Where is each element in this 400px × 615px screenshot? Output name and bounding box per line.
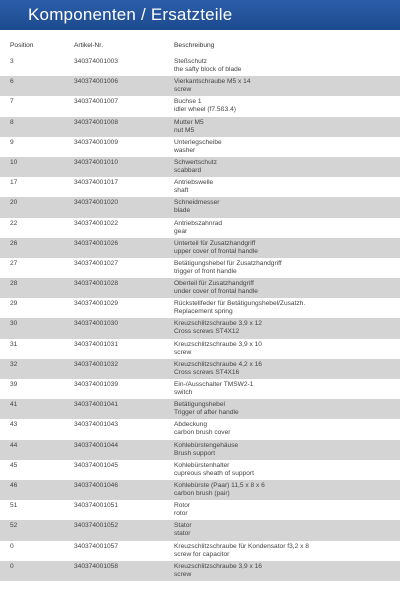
cell-position: 46: [10, 481, 18, 489]
cell-article-number: 340374001039: [74, 381, 119, 388]
cell-article-number: 340374001032: [74, 360, 119, 368]
table-row: [0, 197, 400, 217]
description-english: Cross screws ST4X12: [174, 328, 240, 336]
description-german: Buchse 1: [174, 98, 202, 106]
cell-article-number: 340374001029: [74, 300, 119, 308]
table-row: [0, 218, 400, 238]
description-german: Mutter M5: [174, 118, 204, 126]
cell-description: [174, 139, 400, 155]
description-german: Unterteil für Zusatzhandgriff: [174, 239, 256, 247]
description-english: cupreous sheath of support: [174, 469, 254, 477]
cell-article-number: 340374001030: [74, 320, 119, 328]
description-english: scabbard: [174, 166, 202, 174]
cell-description: [174, 78, 400, 94]
description-english: upper cover of frontal handle: [174, 247, 258, 255]
description-german: Antriebswelle: [174, 179, 214, 187]
page-title: Komponenten / Ersatzteile: [28, 5, 233, 24]
cell-description: [174, 563, 400, 579]
description-english: screw for capacitor: [174, 550, 230, 558]
table-row: [0, 137, 400, 157]
cell-position: 39: [10, 381, 18, 388]
cell-description: [174, 482, 400, 498]
cell-article-number: 340374001057: [74, 542, 119, 550]
cell-article-number: 340374001046: [74, 481, 119, 489]
cell-description: [174, 280, 400, 296]
cell-article-number: 340374001022: [74, 219, 119, 227]
table-row: [0, 541, 400, 561]
table-row: [0, 318, 400, 338]
cell-description: [174, 502, 400, 518]
cell-description: [174, 381, 400, 397]
cell-position: 27: [10, 259, 18, 267]
description-english: rotor: [174, 510, 188, 518]
cell-article-number: 340374001051: [74, 502, 119, 510]
cell-description: [174, 159, 400, 175]
cell-article-number: 340374001031: [74, 340, 119, 348]
description-german: Rotor: [174, 502, 191, 510]
cell-position: 22: [10, 219, 18, 227]
cell-article-number: 340374001026: [74, 239, 119, 247]
cell-description: [174, 462, 400, 478]
description-german: Kreuzschlitzschraube 3,9 x 12: [174, 320, 262, 328]
description-english: gear: [174, 227, 188, 235]
description-english: trigger of front handle: [174, 267, 237, 275]
description-german: Vierkantschraube M5 x 14: [174, 78, 251, 86]
table-row: [0, 96, 400, 116]
cell-description: [174, 58, 400, 74]
description-english: screw: [174, 570, 192, 578]
cell-position: 0: [10, 542, 14, 550]
cell-position: 8: [10, 118, 14, 126]
description-german: Kreuzschlitzschraube 4,2 x 16: [174, 360, 262, 368]
cell-description: [174, 240, 400, 256]
table-row: [0, 117, 400, 137]
table-header-row: [0, 42, 400, 56]
table-row: [0, 298, 400, 318]
table-row: [0, 157, 400, 177]
description-german: Betätigungshebel für Zusatzhandgriff: [174, 259, 282, 267]
description-english: the safty block of blade: [174, 66, 242, 73]
description-english: washer: [174, 146, 196, 154]
cell-description: [174, 543, 400, 559]
cell-position: 17: [10, 179, 18, 187]
description-german: Steßschutz: [174, 58, 207, 65]
cell-description: [174, 98, 400, 114]
table-row: [0, 278, 400, 298]
cell-description: [174, 179, 400, 195]
cell-position: 41: [10, 401, 18, 409]
description-german: Schwertschutz: [174, 158, 217, 166]
cell-article-number: 340374001058: [74, 562, 119, 570]
cell-position: 9: [10, 138, 14, 146]
parts-table: [0, 30, 400, 581]
table-row: [0, 440, 400, 460]
cell-description: [174, 401, 400, 417]
cell-description: [174, 522, 400, 538]
cell-description: [174, 442, 400, 458]
cell-position: 28: [10, 280, 18, 288]
table-row: [0, 339, 400, 359]
cell-description: [174, 220, 400, 236]
cell-article-number: 340374001041: [74, 401, 119, 409]
cell-description: [174, 300, 400, 316]
table-row: [0, 238, 400, 258]
table-row: [0, 56, 400, 76]
description-german: Abdeckung: [174, 421, 207, 429]
cell-position: 26: [10, 239, 18, 247]
table-row: [0, 359, 400, 379]
description-english: switch: [174, 389, 193, 396]
description-english: shaft: [174, 187, 189, 195]
description-english: Brush support: [174, 449, 216, 457]
description-german: Unterlegscheibe: [174, 138, 222, 146]
table-row: [0, 76, 400, 96]
cell-article-number: 340374001007: [74, 98, 119, 106]
cell-article-number: 340374001003: [74, 58, 119, 65]
cell-article-number: 340374001043: [74, 421, 119, 429]
table-row: [0, 379, 400, 399]
cell-position: 29: [10, 300, 18, 308]
description-english: stator: [174, 530, 191, 538]
description-german: Stator: [174, 522, 192, 530]
column-header-position: Position: [10, 42, 34, 49]
table-row: [0, 399, 400, 419]
table-row: [0, 419, 400, 439]
cell-article-number: 340374001044: [74, 441, 119, 449]
table-body: [0, 56, 400, 581]
cell-article-number: 340374001009: [74, 138, 119, 146]
cell-article-number: 340374001045: [74, 461, 119, 469]
description-german: Kreuzschlitzschraube 3,9 x 16: [174, 562, 262, 570]
cell-description: [174, 320, 400, 336]
description-english: carbon brush cover: [174, 429, 231, 437]
description-english: blade: [174, 207, 191, 215]
cell-position: 52: [10, 522, 18, 530]
cell-position: 31: [10, 340, 18, 348]
description-german: Kreuzschlitzschraube für Kondensator f3,2 x 8: [174, 542, 309, 550]
description-english: Trigger of after handle: [174, 409, 239, 417]
column-header-article: Artikel-Nr.: [74, 42, 103, 49]
table-row: [0, 258, 400, 278]
cell-position: 43: [10, 421, 18, 429]
cell-position: 6: [10, 78, 14, 86]
cell-article-number: 340374001008: [74, 118, 119, 126]
cell-position: 44: [10, 441, 18, 449]
cell-description: [174, 421, 400, 437]
cell-article-number: 340374001052: [74, 522, 119, 530]
table-row: [0, 500, 400, 520]
description-english: carbon brush (pair): [174, 489, 230, 497]
table-row: [0, 177, 400, 197]
cell-position: 3: [10, 58, 14, 65]
cell-description: [174, 199, 400, 215]
cell-article-number: 340374001028: [74, 280, 119, 288]
description-english: nut M5: [174, 126, 195, 134]
table-row: [0, 561, 400, 581]
cell-position: 45: [10, 461, 18, 469]
description-german: Kohlebürstengehäuse: [174, 441, 239, 449]
cell-position: 7: [10, 98, 14, 106]
cell-position: 51: [10, 502, 18, 510]
table-row: [0, 480, 400, 500]
cell-description: [174, 361, 400, 377]
description-german: Kohlebürste (Paar) 11,5 x 8 x 6: [174, 481, 265, 489]
description-english: screw: [174, 348, 192, 356]
cell-position: 32: [10, 360, 18, 368]
description-german: Schneidmesser: [174, 199, 220, 207]
cell-description: [174, 119, 400, 135]
cell-article-number: 340374001017: [74, 179, 119, 187]
description-english: Cross screws ST4X16: [174, 368, 240, 376]
description-german: Ein-/Ausschalter TMSW2-1: [174, 381, 254, 388]
cell-position: 20: [10, 199, 18, 207]
description-english: idler wheel (f7.5ß3.4): [174, 106, 236, 114]
description-german: Betätigungshebel: [174, 401, 225, 409]
description-german: Antriebszahnrad: [174, 219, 223, 227]
cell-position: 30: [10, 320, 18, 328]
cell-description: [174, 260, 400, 276]
description-english: screw: [174, 86, 192, 94]
cell-position: 10: [10, 158, 18, 166]
cell-description: [174, 341, 400, 357]
cell-article-number: 340374001006: [74, 78, 119, 86]
description-english: under cover of frontal handle: [174, 288, 258, 296]
cell-position: 0: [10, 562, 14, 570]
description-german: Rückstellfeder für Betätigungshebel/Zusatzh.: [174, 300, 306, 308]
cell-article-number: 340374001020: [74, 199, 119, 207]
cell-article-number: 340374001027: [74, 259, 119, 267]
cell-article-number: 340374001010: [74, 158, 119, 166]
table-row: [0, 520, 400, 540]
column-header-description: Beschreibung: [174, 42, 215, 49]
description-english: Replacement spring: [174, 308, 233, 316]
description-german: Kreuzschlitzschraube 3,9 x 10: [174, 340, 262, 348]
page-header: [0, 0, 400, 30]
table-row: [0, 460, 400, 480]
description-german: Kohlebürstenhalter: [174, 461, 230, 469]
description-german: Oberteil für Zusatzhandgriff: [174, 280, 254, 288]
